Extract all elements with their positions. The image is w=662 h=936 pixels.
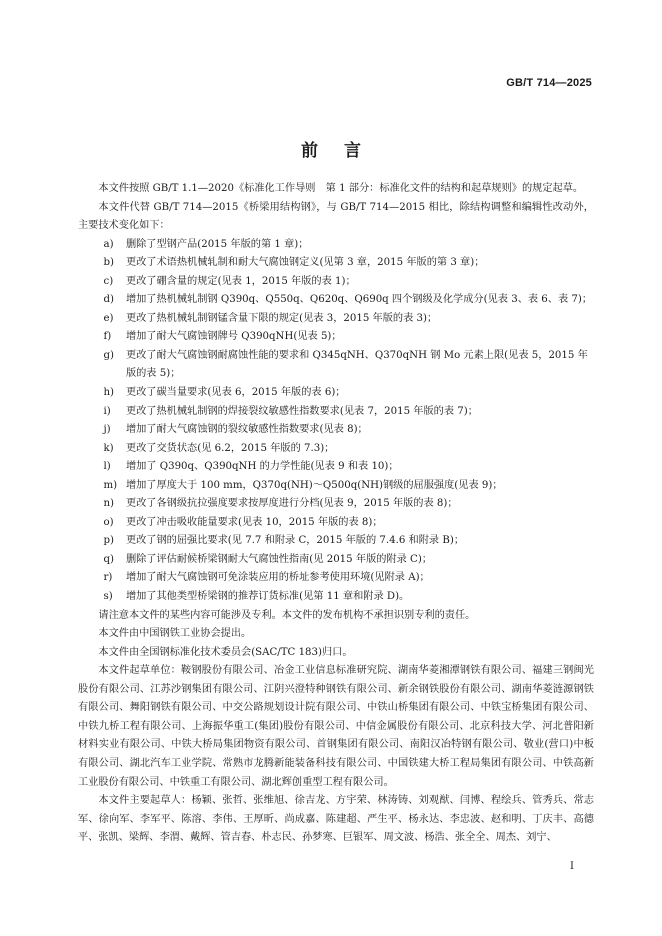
list-item — [78, 569, 594, 588]
list-item-text: 更改了硼含量的规定(见表 1，2015 年版的表 1)； — [125, 275, 356, 287]
list-marker: a) — [103, 238, 114, 250]
intro-paragraph: 本文件按照 GB/T 1.1—2020《标准化工作导则 第 1 部分：标准化文件的结构和起草规则》的规定起草。 — [98, 183, 584, 194]
list-item-text: 更改了碳当量要求(见表 6，2015 年版的表 6)； — [125, 387, 346, 399]
patent-notice: 请注意本文件的某些内容可能涉及专利。本文件的发布机构不承担识别专利的责任。 — [98, 609, 476, 621]
list-marker: d) — [103, 294, 114, 306]
list-item-text: 增加了耐大气腐蚀钢的裂纹敏感性指数要求(见表 8)； — [125, 424, 368, 436]
list-item — [78, 310, 594, 329]
list-item-text: 删除了评估耐候桥梁钢耐大气腐蚀性指南(见 2015 年版的附录 C)； — [125, 553, 433, 565]
list-item-text: 更改了冲击吸收能量要求(见表 10，2015 年版的表 8)； — [125, 516, 383, 528]
list-marker: j) — [103, 424, 111, 436]
list-item-text: 增加了耐大气腐蚀钢可免涂装应用的桥址参考使用环境(见附录 A)； — [125, 572, 430, 584]
list-marker: p) — [103, 535, 114, 547]
list-marker: b) — [103, 257, 114, 269]
list-item — [78, 514, 594, 533]
list-item-text: 更改了钢的屈强比要求(见 7.7 和附录 C，2015 年版的 7.4.6 和附录 B)； — [125, 535, 465, 547]
list-marker: r) — [103, 572, 113, 584]
list-item-text: 更改了交货状态(见 6.2，2015 年版的 7.3)； — [125, 442, 335, 454]
list-item — [78, 458, 594, 477]
list-item-text: 增加了 Q390q、Q390qNH 的力学性能(见表 9 和表 10)； — [125, 461, 399, 473]
change-list — [78, 236, 594, 607]
list-marker: k) — [103, 442, 114, 454]
list-marker: m) — [103, 479, 118, 491]
list-item — [78, 421, 594, 440]
intro-paragraph: 本文件代替 GB/T 714—2015《桥梁用结构钢》，与 GB/T 714—2015 相比，除结构调整和编辑性改动外，主要技术变化如下： — [78, 201, 594, 232]
list-item — [78, 328, 594, 347]
list-marker: s) — [103, 591, 113, 603]
list-item — [78, 588, 594, 607]
list-item-text: 更改了热机械轧制钢的焊接裂纹敏感性指数要求(见表 7，2015 年版的表 7)； — [125, 405, 478, 417]
list-item — [78, 532, 594, 551]
list-item — [78, 347, 594, 384]
list-item-text: 增加了其他类型桥梁钢的推荐订货标准(见第 11 章和附录 D)。 — [125, 591, 410, 603]
list-item-text: 更改了耐大气腐蚀钢耐腐蚀性能的要求和 Q345qNH、Q370qNH 钢 Mo 元素上限(见表 5，2015 年版的表 5)； — [125, 349, 588, 380]
list-marker: o) — [103, 516, 114, 528]
list-item-text: 增加了热机械轧制钢 Q390q、Q550q、Q620q、Q690q 四个钢级及化学成分(见表 3、表 6、表 7)； — [125, 294, 593, 306]
page-number: I — [570, 861, 574, 872]
proposer-statement: 本文件由中国钢铁工业协会提出。 — [98, 628, 252, 640]
list-marker: h) — [103, 387, 115, 399]
list-marker: f) — [103, 331, 112, 343]
list-item-text: 增加了耐大气腐蚀钢牌号 Q390qNH(见表 5)； — [125, 331, 342, 343]
list-marker: c) — [103, 275, 114, 287]
standard-code: GB/T 714—2025 — [506, 77, 592, 89]
drafters: 本文件主要起草人：杨颖、张哲、张维旭、徐吉龙、方宇荣、林涛铸、刘观猷、闫博、程绘兵、管秀兵、常志军、徐向军、李军平、陈溶、李伟、王厚昕、尚成嘉、陈建超、严生平、杨永达、李忠波、赵和明、丁庆丰、高德平、张凯、梁辉、李渭、戴辉、管吉春、朴志民、孙梦寒、巨银军、周文波、杨浩、张全全、周杰、刘宁、 — [78, 795, 594, 844]
list-marker: g) — [103, 349, 114, 361]
list-marker: i) — [103, 405, 111, 417]
list-item — [78, 440, 594, 459]
list-marker: l) — [103, 461, 111, 473]
list-item-text: 更改了各钢级抗拉强度要求按厚度进行分档(见表 9，2015 年版的表 8)； — [125, 498, 458, 510]
document-body — [78, 180, 594, 848]
committee-statement: 本文件由全国钢标准化技术委员会(SAC/TC 183)归口。 — [98, 646, 353, 658]
list-marker: e) — [103, 312, 114, 324]
list-marker: q) — [103, 553, 114, 565]
list-item — [78, 384, 594, 403]
list-item-text: 更改了术语热机械轧制和耐大气腐蚀钢定义(见第 3 章，2015 年版的第 3 章)； — [125, 257, 485, 269]
drafting-units: 本文件起草单位：鞍钢股份有限公司、冶金工业信息标准研究院、湖南华菱湘潭钢铁有限公司、福建三钢闽光股份有限公司、江苏沙钢集团有限公司、江阴兴澄特种钢铁有限公司、新余钢铁股份有限公司、湖南华菱涟源钢铁有限公司、舞阳钢铁有限公司、中交公路规划设计院有限公司、中铁山桥集团有限公司、中铁宝桥集团有限公司、中铁九桥工程有限公司、上海振华重工(集团)股份有限公司、中信金属股份有限公司、北京科技大学、河北普阳新材料实业有限公司、中铁大桥局集团物资有限公司、首钢集团有限公司、南阳汉冶特钢有限公司、敬业(营口)中板有限公司、湖北汽车工业学院、常熟市龙腾新能装备科技有限公司、中国铁建大桥工程局集团有限公司、中铁高新工业股份有限公司、中铁重工有限公司、湖北辉创重型工程有限公司。 — [78, 665, 594, 788]
page-title: 前言 — [301, 141, 387, 161]
list-item — [78, 403, 594, 422]
list-item — [78, 551, 594, 570]
list-item — [78, 495, 594, 514]
list-marker: n) — [103, 498, 115, 510]
list-item — [78, 273, 594, 292]
list-item — [78, 254, 594, 273]
list-item-text: 增加了厚度大于 100 mm，Q370q(NH)～Q500q(NH)钢级的屈服强度(见表 9)； — [125, 479, 503, 491]
list-item-text: 更改了热机械轧制钢锰含量下限的规定(见表 3，2015 年版的表 3)； — [125, 312, 438, 324]
list-item — [78, 477, 594, 496]
list-item — [78, 291, 594, 310]
list-item — [78, 236, 594, 255]
list-item-text: 删除了型钢产品(2015 年版的第 1 章)； — [125, 238, 309, 250]
